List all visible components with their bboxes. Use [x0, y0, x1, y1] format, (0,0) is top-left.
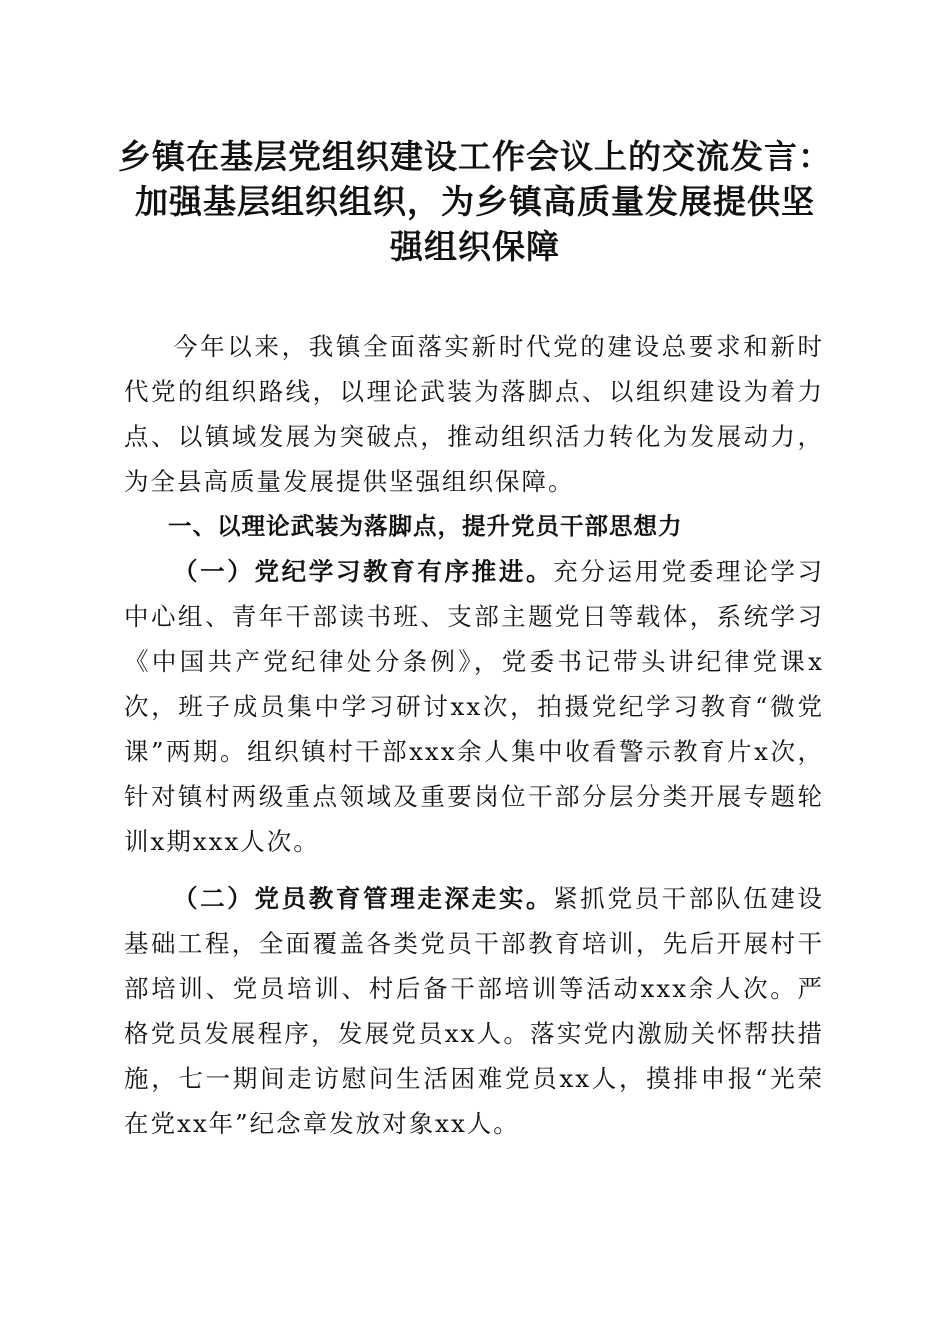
- item-1-paragraph: [124, 549, 824, 864]
- section-1-heading: 一、以理论武装为落脚点，提升党员干部思想力: [168, 512, 683, 540]
- item-2-paragraph: [124, 876, 824, 1146]
- item-1-lead: （一）党纪学习教育有序推进。: [173, 557, 554, 586]
- intro-paragraph: 今年以来，我镇全面落实新时代党的建设总要求和新时代党的组织路线，以理论武装为落脚点、以组织建设为着力点、以镇域发展为突破点，推动组织活力转化为发展动力，为全县高质量发展提供坚强组织保障。: [124, 332, 824, 496]
- title-line-2: 加强基层组织组织，为乡镇高质量发展提供坚: [135, 182, 815, 221]
- item-2-text: 紧抓党员干部队伍建设基础工程，全面覆盖各类党员干部教育培训，先后开展村干部培训、党员培训、村后备干部培训等活动xxx余人次。严格党员发展程序，发展党员xx人。落实党内激励关怀帮扶措施，七一期间走访慰问生活困难党员xx人，摸排申报“光荣在党xx年”纪念章发放对象xx人。: [124, 884, 825, 1138]
- title-line-3: 强组织保障: [390, 227, 560, 266]
- item-1-text: 充分运用党委理论学习中心组、青年干部读书班、支部主题党日等载体，系统学习《中国共产党纪律处分条例》，党委书记带头讲纪律党课x次，班子成员集中学习研讨xx次，拍摄党纪学习教育“微党课”两期。组织镇村干部xxx余人集中收看警示教育片x次，针对镇村两级重点领域及重要岗位干部分层分类开展专题轮训x期xxx人次。: [124, 557, 825, 856]
- document-body: [124, 324, 824, 1146]
- document-title: [110, 134, 840, 269]
- item-2-lead: （二）党员教育管理走深走实。: [173, 884, 554, 913]
- title-line-1: 乡镇在基层党组织建设工作会议上的交流发言：: [118, 137, 832, 176]
